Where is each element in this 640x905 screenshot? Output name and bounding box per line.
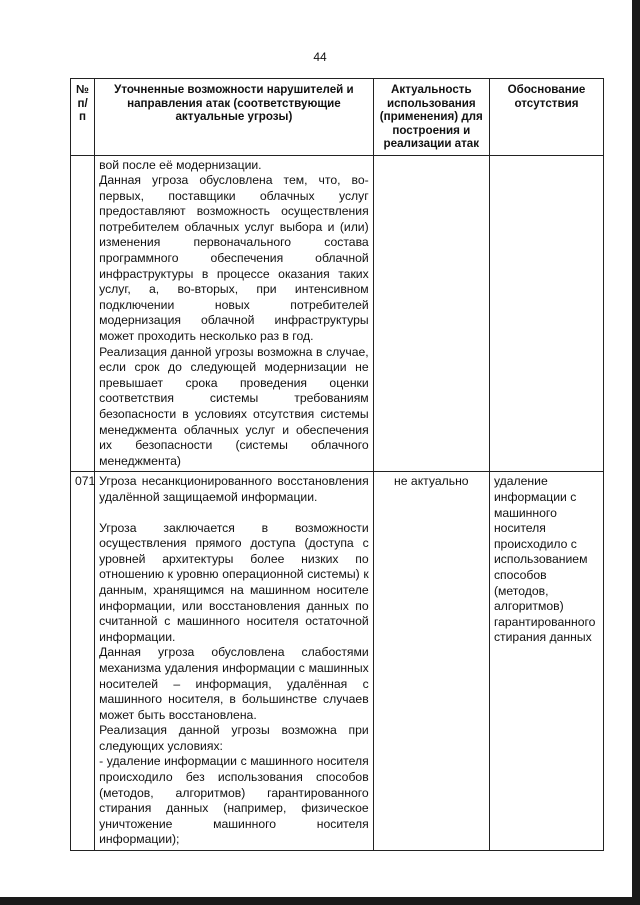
table-row — [71, 472, 604, 851]
threat-title: Угроза несанкционированного восстановления удалённой защищаемой информации. — [99, 474, 369, 504]
description-paragraph: Реализация данной угрозы возможна в случае, если срок до следующей модернизации не превышает срока проведения оценки соответствия системы требованиям безопасности в условиях отсутствия системы менеджмента облачных услуг и обеспечения их безопасности (системы облачного менеджмента) — [99, 344, 369, 468]
description-paragraph: - удаление информации с машинного носителя происходило без использования способов (методов, алгоритмов) гарантированного стирания данных (например, физическое уничтожение машинного носителя информации); — [99, 754, 369, 847]
description-paragraph: Угроза заключается в возможности осуществления прямого доступа (доступа с уровней архитектуры более низких по отношению к уровню операционной системы) к данным, хранящимся на машинном носителе информации, или восстановления данных по считанной с машинного носителя остаточной информации. — [99, 520, 369, 644]
cell-actuality — [373, 155, 489, 472]
cell-num: 071 — [71, 472, 95, 851]
cell-justification — [489, 155, 603, 472]
description-paragraph: Реализация данной угрозы возможна при следующих условиях: — [99, 723, 369, 753]
cell-num — [71, 155, 95, 472]
scan-border-bottom — [0, 897, 640, 905]
page-number: 44 — [313, 50, 327, 64]
paragraph-gap — [99, 506, 369, 521]
table-header-row — [71, 79, 604, 156]
scan-border-right — [632, 0, 640, 905]
cell-justification: удаление информации с машинного носителя происходило с использованием способов (методов, алгоритмов) гарантированного стирания данных — [489, 472, 603, 851]
description-paragraph: вой после её модернизации. — [99, 157, 262, 172]
header-num: № п/п — [71, 79, 95, 156]
cell-actuality: не актуально — [373, 472, 489, 851]
description-paragraph: Данная угроза обусловлена слабостями механизма удаления информации с машинных носителей – информация, удалённая с машинного носителя, в большинстве случаев может быть восстановлена. — [99, 645, 369, 722]
table-row — [71, 155, 604, 472]
header-actuality: Актуальность использования (применения) для построения и реализации атак — [373, 79, 489, 156]
description-paragraph: Данная угроза обусловлена тем, что, во-первых, поставщики облачных услуг предоставляют возможность осуществления потребителем облачных услуг выбора и (или) изменения первоначального состава программного обеспечения облачной инфраструктуры в процессе оказания таких услуг, а, во-вторых, при интенсивном подключении новых потребителей модернизация облачной инфраструктуры может проходить несколько раз в год. — [99, 173, 369, 344]
threat-table — [70, 78, 604, 851]
header-justification: Обоснование отсутствия — [489, 79, 603, 156]
cell-description — [95, 155, 374, 472]
header-description: Уточненные возможности нарушителей и направления атак (соответствующие актуальные угрозы) — [95, 79, 374, 156]
cell-description — [95, 472, 374, 851]
